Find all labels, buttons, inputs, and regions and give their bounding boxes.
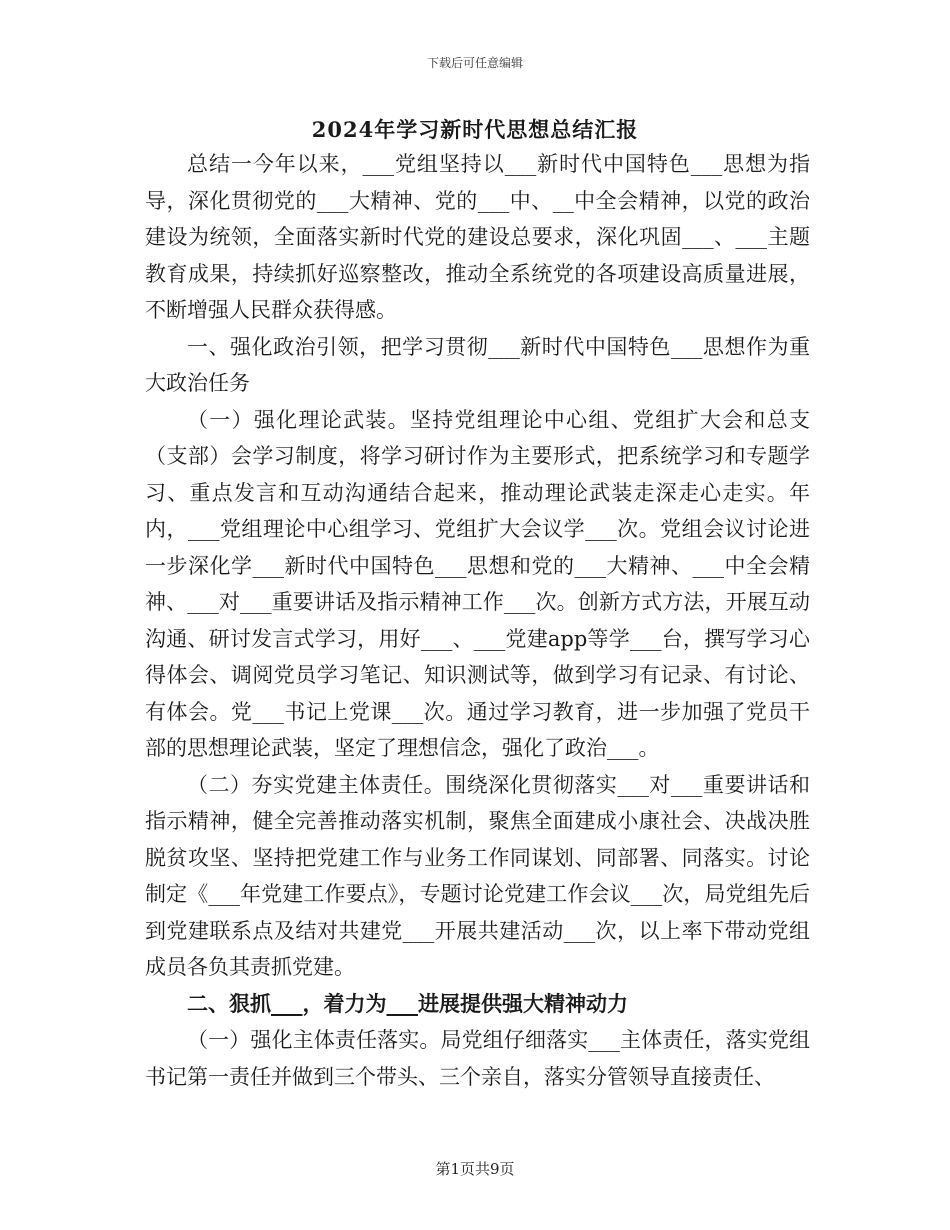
paragraph-1-2: （二）夯实党建主体责任。围绕深化贯彻落实___对___重要讲话和指示精神，健全完善推动落实机制，聚焦全面建成小康社会、决战决胜脱贫攻坚、坚持把党建工作与业务工作同谋划、同部署、同落实。讨论制定《___年党建工作要点》，专题讨论党建工作会议___次，局党组先后到党建联系点及结对共建党___开展共建活动___次，以上率下带动党组成员各负其责抓党建。 <box>145 772 810 979</box>
header-note: 下载后可任意编辑 <box>426 56 523 70</box>
document-title: 2024年学习新时代思想总结汇报 <box>311 117 639 142</box>
document-body <box>145 146 810 1095</box>
paragraph-1-1: （一）强化理论武装。坚持党组理论中心组、党组扩大会和总支（支部）会学习制度，将学习研讨作为主要形式，把系统学习和专题学习、重点发言和互动沟通结合起来，推动理论武装走深走心走实。年内，___党组理论中心组学习、党组扩大会议学___次。党组会议讨论进一步深化学___新时代中国特色___思想和党的___大精神、___中全会精神、___对___重要讲话及指示精神工作___次。创新方式方法，开展互动沟通、研讨发言式学习，用好___、___党建app等学___台，撰写学习心得体会、调阅党员学习笔记、知识测试等，做到学习有记录、有讨论、有体会。党___书记上党课___次。通过学习教育，进一步加强了党员干部的思想理论武装，坚定了理想信念，强化了政治___。 <box>145 407 810 760</box>
section-heading-2: 二、狠抓___，着力为___进展提供强大精神动力 <box>187 990 628 1016</box>
paragraph-intro: 总结一今年以来，___党组坚持以___新时代中国特色___思想为指导，深化贯彻党的___大精神、党的___中、__中全会精神，以党的政治建设为统领，全面落实新时代党的建设总要求，深化巩固___、___主题教育成果，持续抓好巡察整改，推动全系统党的各项建设高质量进展，不断增强人民群众获得感。 <box>145 152 810 322</box>
section-heading-1: 一、强化政治引领，把学习贯彻___新时代中国特色___思想作为重大政治任务 <box>145 334 810 395</box>
paragraph-2-1: （一）强化主体责任落实。局党组仔细落实___主体责任，落实党组书记第一责任并做到三个带头、三个亲自，落实分管领导直接责任、 <box>145 1028 810 1089</box>
page-number: 第1页共9页 <box>435 1160 515 1178</box>
